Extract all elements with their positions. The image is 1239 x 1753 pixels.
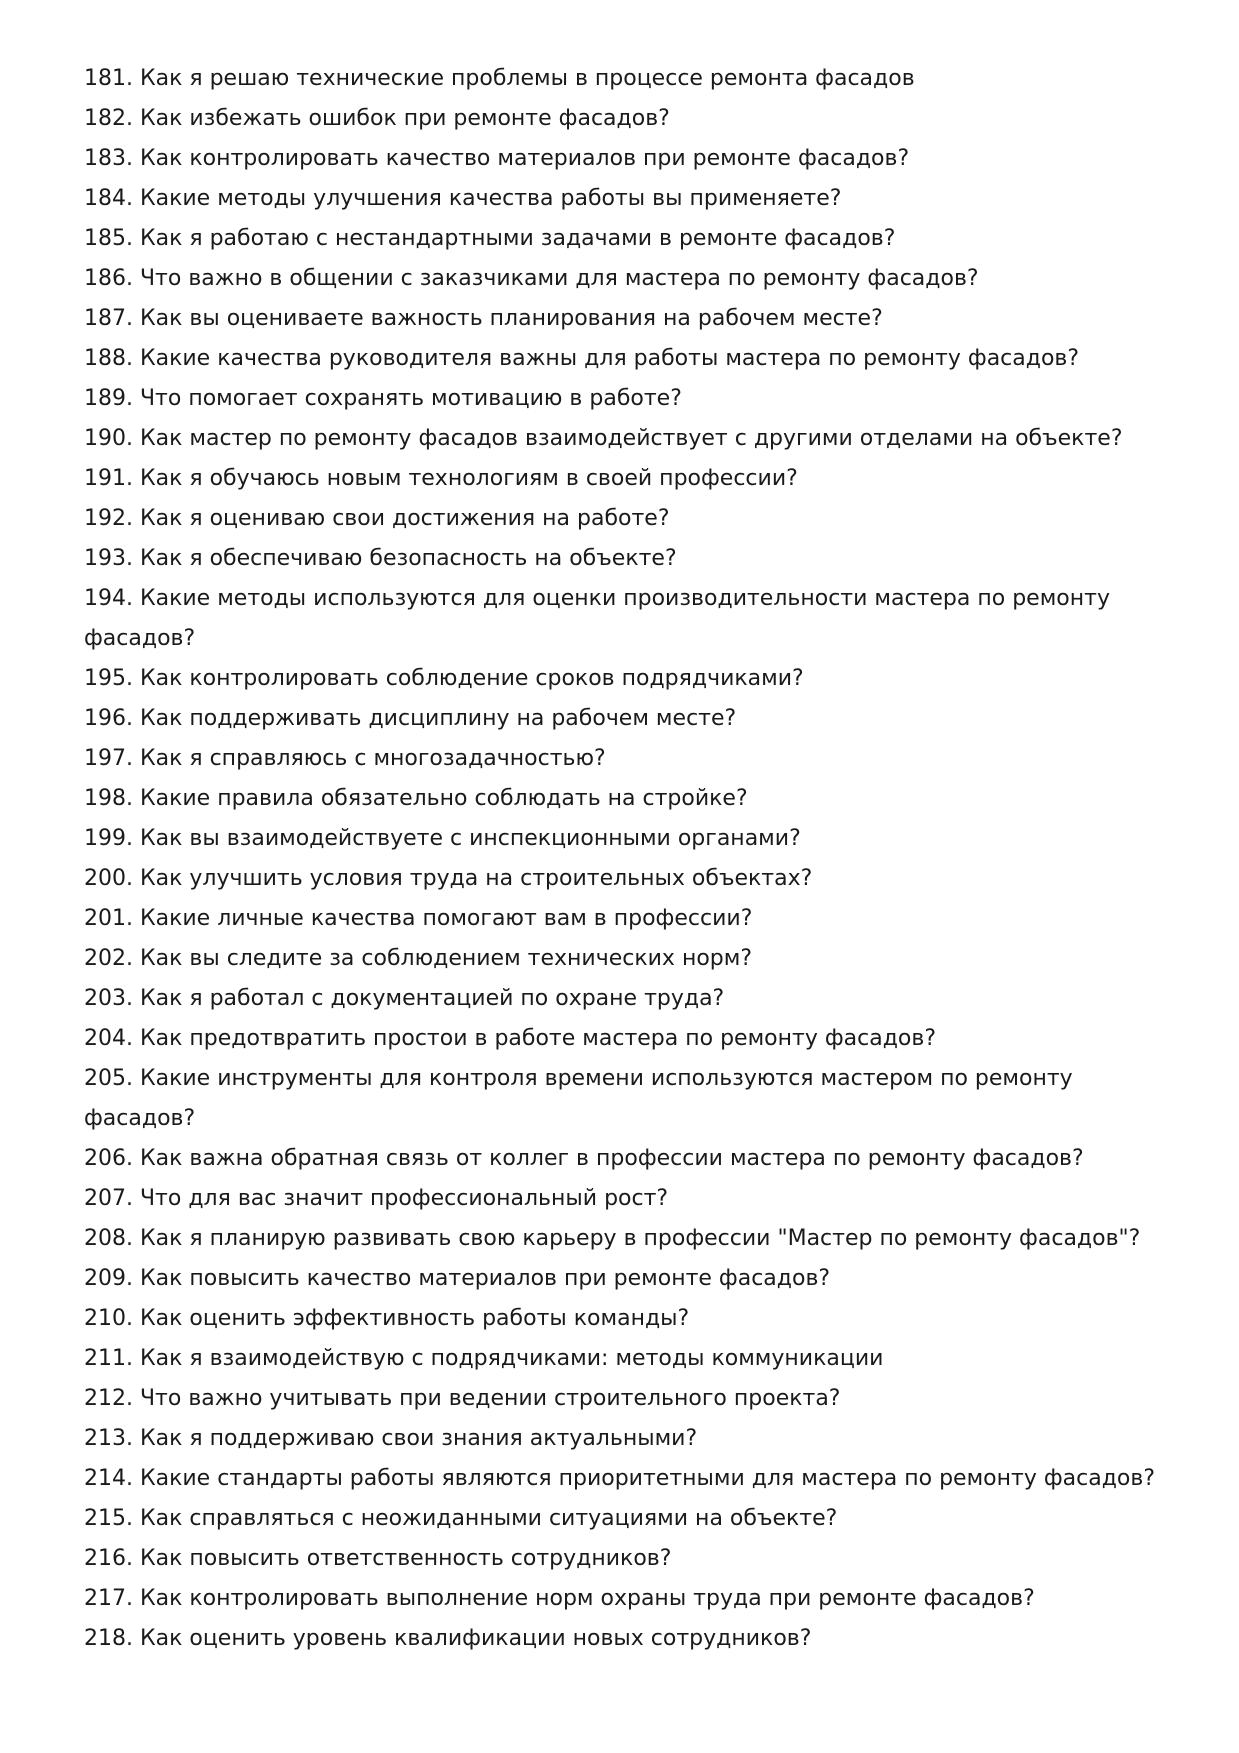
list-item: 205. Какие инструменты для контроля времени используются мастером по ремонту фасадов? [84, 1066, 1073, 1131]
list-item: 181. Как я решаю технические проблемы в процессе ремонта фасадов [84, 66, 915, 91]
list-item: 187. Как вы оцениваете важность планирования на рабочем месте? [84, 306, 883, 331]
list-item: 183. Как контролировать качество материалов при ремонте фасадов? [84, 146, 910, 171]
list-item: 198. Какие правила обязательно соблюдать на стройке? [84, 786, 748, 811]
list-item: 185. Как я работаю с нестандартными задачами в ремонте фасадов? [84, 226, 896, 251]
list-item: 208. Как я планирую развивать свою карьеру в профессии "Мастер по ремонту фасадов"? [84, 1226, 1141, 1251]
list-item: 209. Как повысить качество материалов при ремонте фасадов? [84, 1266, 831, 1291]
list-item: 199. Как вы взаимодействуете с инспекционными органами? [84, 826, 801, 851]
list-item: 186. Что важно в общении с заказчиками для мастера по ремонту фасадов? [84, 266, 979, 291]
list-item: 201. Какие личные качества помогают вам в профессии? [84, 906, 753, 931]
list-item: 215. Как справляться с неожиданными ситуациями на объекте? [84, 1506, 838, 1531]
list-item: 211. Как я взаимодействую с подрядчиками: методы коммуникации [84, 1346, 884, 1371]
list-item: 214. Какие стандарты работы являются приоритетными для мастера по ремонту фасадов? [84, 1466, 1156, 1491]
list-item: 191. Как я обучаюсь новым технологиям в своей профессии? [84, 466, 798, 491]
list-item: 206. Как важна обратная связь от коллег в профессии мастера по ремонту фасадов? [84, 1146, 1084, 1171]
list-item: 182. Как избежать ошибок при ремонте фасадов? [84, 106, 670, 131]
list-item: 216. Как повысить ответственность сотрудников? [84, 1546, 672, 1571]
list-item: 188. Какие качества руководителя важны для работы мастера по ремонту фасадов? [84, 346, 1080, 371]
list-item: 203. Как я работал с документацией по охране труда? [84, 986, 725, 1011]
list-item: 190. Как мастер по ремонту фасадов взаимодействует с другими отделами на объекте? [84, 426, 1123, 451]
list-item: 197. Как я справляюсь с многозадачностью? [84, 746, 606, 771]
list-item: 212. Что важно учитывать при ведении строительного проекта? [84, 1386, 841, 1411]
list-item: 184. Какие методы улучшения качества работы вы применяете? [84, 186, 842, 211]
list-item: 196. Как поддерживать дисциплину на рабочем месте? [84, 706, 737, 731]
list-item: 218. Как оценить уровень квалификации новых сотрудников? [84, 1626, 812, 1651]
list-item: 200. Как улучшить условия труда на строительных объектах? [84, 866, 813, 891]
list-item: 193. Как я обеспечиваю безопасность на объекте? [84, 546, 677, 571]
question-list [84, 59, 1164, 1659]
list-item: 202. Как вы следите за соблюдением технических норм? [84, 946, 753, 971]
list-item: 207. Что для вас значит профессиональный рост? [84, 1186, 669, 1211]
list-item: 195. Как контролировать соблюдение сроков подрядчиками? [84, 666, 804, 691]
list-item: 189. Что помогает сохранять мотивацию в работе? [84, 386, 682, 411]
list-item: 210. Как оценить эффективность работы команды? [84, 1306, 690, 1331]
document-page [84, 59, 1164, 1659]
list-item: 192. Как я оцениваю свои достижения на работе? [84, 506, 670, 531]
list-item: 194. Какие методы используются для оценки производительности мастера по ремонту фасадов? [84, 586, 1110, 651]
list-item: 213. Как я поддерживаю свои знания актуальными? [84, 1426, 698, 1451]
list-item: 204. Как предотвратить простои в работе мастера по ремонту фасадов? [84, 1026, 937, 1051]
list-item: 217. Как контролировать выполнение норм охраны труда при ремонте фасадов? [84, 1586, 1035, 1611]
